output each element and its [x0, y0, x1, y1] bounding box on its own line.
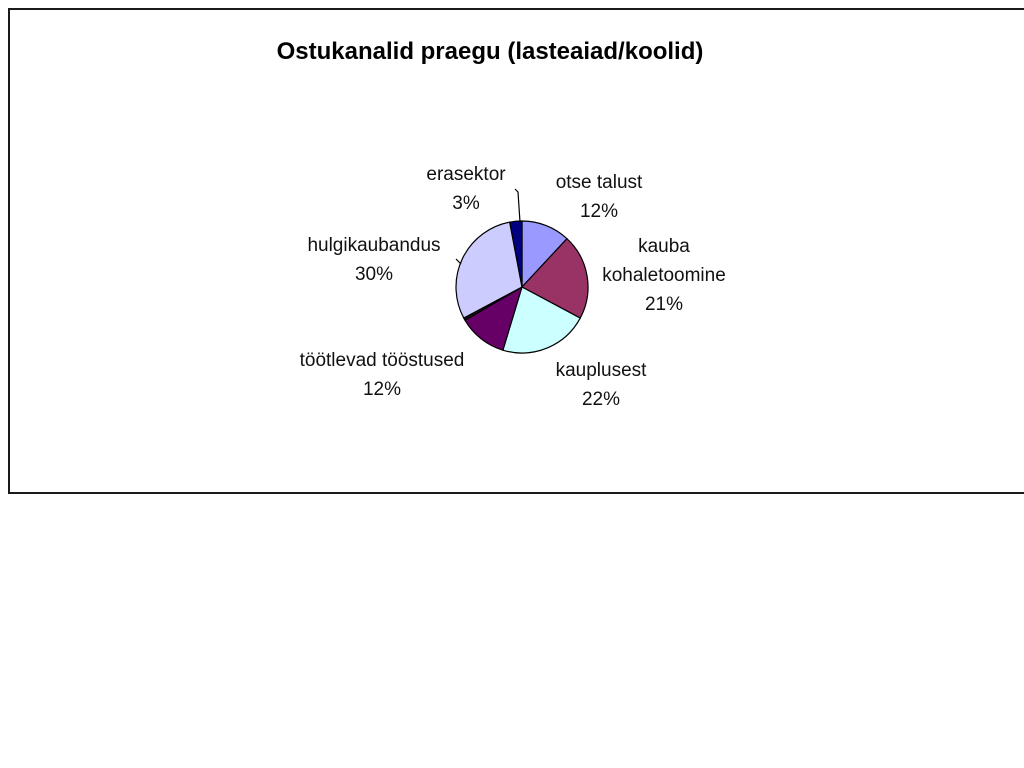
pie-slices [456, 221, 588, 353]
slice-percent-otse-talust: 12% [579, 201, 619, 222]
slice-label-hulgikaubandus [307, 235, 440, 285]
slice-name-otse-talust: otse talust [555, 172, 643, 193]
slice-label-töötlevad-tööstused [300, 350, 465, 400]
slice-percent-kauplusest: 22% [581, 389, 621, 410]
slice-percent-erasektor: 3% [452, 193, 480, 214]
slice-name-kauba-kohaletoomine: kohaletoomine [602, 265, 726, 286]
chart-frame [8, 8, 1024, 494]
slice-name-hulgikaubandus: hulgikaubandus [307, 235, 441, 256]
slice-name-kauplusest: kauplusest [555, 360, 647, 381]
slice-label-kauplusest [556, 360, 648, 410]
slice-name-töötlevad-tööstused: töötlevad tööstused [299, 350, 465, 371]
slice-name-kauba-kohaletoomine: kauba [638, 236, 690, 257]
slice-name-erasektor: erasektor [426, 164, 506, 185]
leader-line-erasektor [515, 189, 520, 222]
slice-percent-töötlevad-tööstused: 12% [362, 379, 402, 400]
slice-percent-hulgikaubandus: 30% [354, 264, 394, 285]
pie-chart [10, 10, 1024, 496]
slice-label-kauba-kohaletoomine [602, 236, 726, 315]
leader-line-hulgikaubandus [456, 259, 461, 264]
slice-label-erasektor [426, 164, 506, 214]
slice-label-otse-talust [556, 172, 643, 222]
slice-percent-kauba-kohaletoomine: 21% [644, 294, 684, 315]
chart-title-text: Ostukanalid praegu (lasteaiad/koolid) [276, 38, 704, 65]
